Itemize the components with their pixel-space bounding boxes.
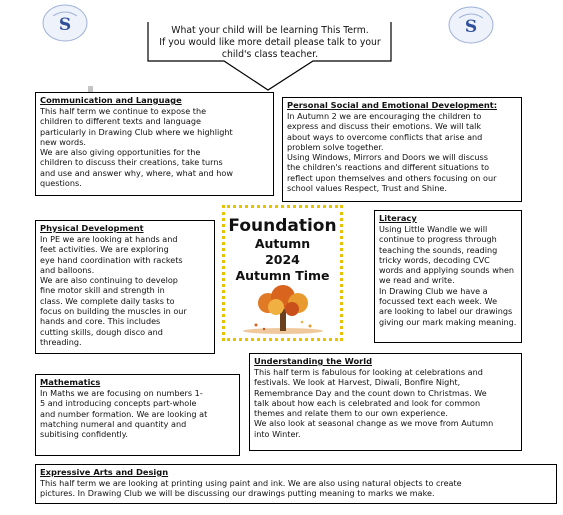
svg-text:S: S [464, 17, 478, 37]
header-line-1: What your child will be learning This Term. [171, 25, 369, 36]
centre-title-panel [222, 205, 343, 341]
physical-body: In PE we are looking at hands and feet activities. We are exploring eye hand coordination with rackets and balloons. We are also continuing to develop fine motor skill and strength in class. We complete daily tasks to focus on building the muscles in our hands and core. This includes cutting skills, dough disco and threading. [40, 234, 187, 347]
world-heading: Understanding the World [254, 356, 373, 366]
literacy-heading: Literacy [379, 213, 417, 223]
world-body: This half term is fabulous for looking at celebrations and festivals. We look at Harvest, Diwali, Bonfire Night, Remembrance Day and the count down to Christmas. We talk about how each is celebrated and look for common themes and relate them to our own experience. We also look at seasonal change as we move from Autumn into Winter. [254, 367, 494, 439]
svg-text:S: S [58, 15, 72, 35]
autumn-tree-icon [238, 285, 328, 335]
maths-body: In Maths we are focusing on numbers 1- 5 and introducing concepts part-whole and number formation. We are looking at matching numeral and quantity and subitising confidently. [40, 388, 208, 440]
psed-body: In Autumn 2 we are encouraging the children to express and discuss their emotions. We will talk about ways to overcome conflicts that arise and problem solve together. Using Windows, Mirrors and Doors we will discuss the children's reactions and different situations to reflect upon themselves and others focusing on our school values Respect, Trust and Shine. [287, 111, 497, 194]
literacy-body: Using Little Wandle we will continue to progress through teaching the sounds, reading tricky words, decoding CVC words and applying sounds when we read and write. In Drawing Club we have a focussed text each week. We are looking to label our drawings giving our mark making meaning. [379, 224, 517, 327]
expressive-heading: Expressive Arts and Design [40, 467, 169, 477]
header-line-2: If you would like more detail please talk to your [159, 37, 381, 48]
centre-year: 2024 [265, 252, 300, 267]
centre-season: Autumn [254, 236, 311, 251]
centre-title: Foundation [228, 216, 337, 236]
communication-language-box [35, 92, 274, 196]
header-text [150, 25, 390, 61]
mathematics-box [35, 374, 240, 456]
understanding-world-box [249, 353, 522, 451]
header-line-3: child's class teacher. [221, 49, 319, 60]
maths-heading: Mathematics [40, 377, 101, 387]
expressive-arts-box [35, 464, 557, 504]
expressive-body: This half term we are looking at printing using paint and ink. We are also using natural objects to create pictures. In Drawing Club we will be discussing our drawings putting meaning to marks we make. [40, 478, 462, 499]
physical-development-box [35, 220, 215, 354]
communication-body: This half term we continue to expose the children to different texts and language particularly in Drawing Club where we highlight new words. We are also giving opportunities for the children to discuss their creations, take turns and use and answer why, where, what and how questions. [40, 106, 233, 189]
literacy-box [374, 210, 522, 343]
psed-box [282, 97, 522, 202]
psed-heading: Personal Social and Emotional Development: [287, 100, 498, 110]
centre-subtitle: Autumn Time [235, 268, 330, 283]
communication-heading: Communication and Language [40, 95, 182, 105]
physical-heading: Physical Development [40, 223, 144, 233]
